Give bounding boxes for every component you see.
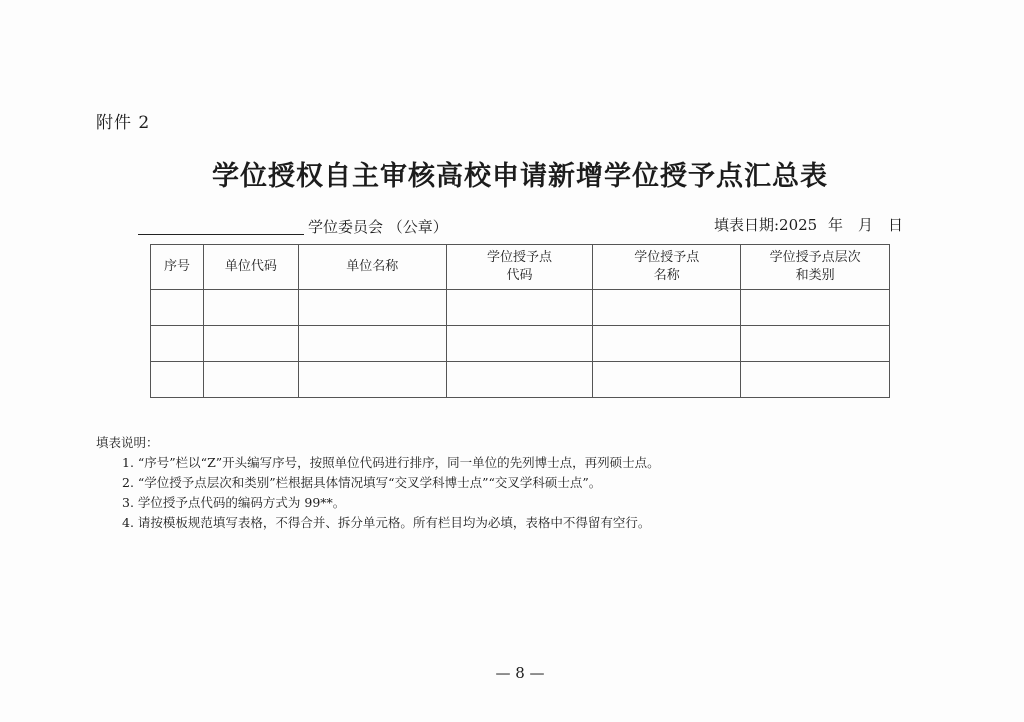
table-cell <box>593 326 741 362</box>
table-cell <box>203 326 298 362</box>
instruction-item: 4. 请按模板规范填写表格，不得合并、拆分单元格。所有栏目均为必填，表格中不得留有空行。 <box>122 515 651 530</box>
table-cell <box>151 290 204 326</box>
table-cell <box>446 290 593 326</box>
column-header: 单位代码 <box>203 245 298 290</box>
table-cell <box>298 290 446 326</box>
university-name-blank <box>138 234 304 235</box>
instruction-item: 1. “序号”栏以“Z”开头编写序号，按照单位代码进行排序，同一单位的先列博士点，再列硕士点。 <box>122 455 660 470</box>
table-row <box>151 290 890 326</box>
table-cell <box>446 326 593 362</box>
table-cell <box>741 326 890 362</box>
table-cell <box>203 362 298 398</box>
table-cell <box>741 362 890 398</box>
page-number: — 8 — <box>495 664 545 682</box>
column-header: 序号 <box>151 245 204 290</box>
form-header <box>138 212 918 238</box>
table-cell <box>151 362 204 398</box>
instruction-item: 3. 学位授予点代码的编码方式为 99**。 <box>122 495 346 510</box>
table-row <box>151 326 890 362</box>
table-cell <box>298 362 446 398</box>
table-cell <box>446 362 593 398</box>
table-cell <box>741 290 890 326</box>
table-cell <box>151 326 204 362</box>
attachment-label: 附件 2 <box>96 113 151 133</box>
fill-date-label: 填表日期:2025 年 月 日 <box>714 216 903 234</box>
column-header: 学位授予点 名称 <box>593 245 741 290</box>
fill-instructions <box>96 433 660 533</box>
instructions-heading: 填表说明： <box>96 435 159 450</box>
column-header: 学位授予点层次 和类别 <box>741 245 890 290</box>
committee-seal-label: 学位委员会 （公章） <box>308 218 448 236</box>
instruction-item: 2. “学位授予点层次和类别”栏根据具体情况填写“交叉学科博士点”“交叉学科硕士点”。 <box>122 475 602 490</box>
column-header: 学位授予点 代码 <box>446 245 593 290</box>
column-header: 单位名称 <box>298 245 446 290</box>
table-header-row <box>151 245 890 290</box>
summary-table <box>150 244 890 398</box>
table-cell <box>593 362 741 398</box>
table-cell <box>298 326 446 362</box>
table-cell <box>593 290 741 326</box>
table-row <box>151 362 890 398</box>
table-cell <box>203 290 298 326</box>
page-title: 学位授权自主审核高校申请新增学位授予点汇总表 <box>212 161 828 192</box>
